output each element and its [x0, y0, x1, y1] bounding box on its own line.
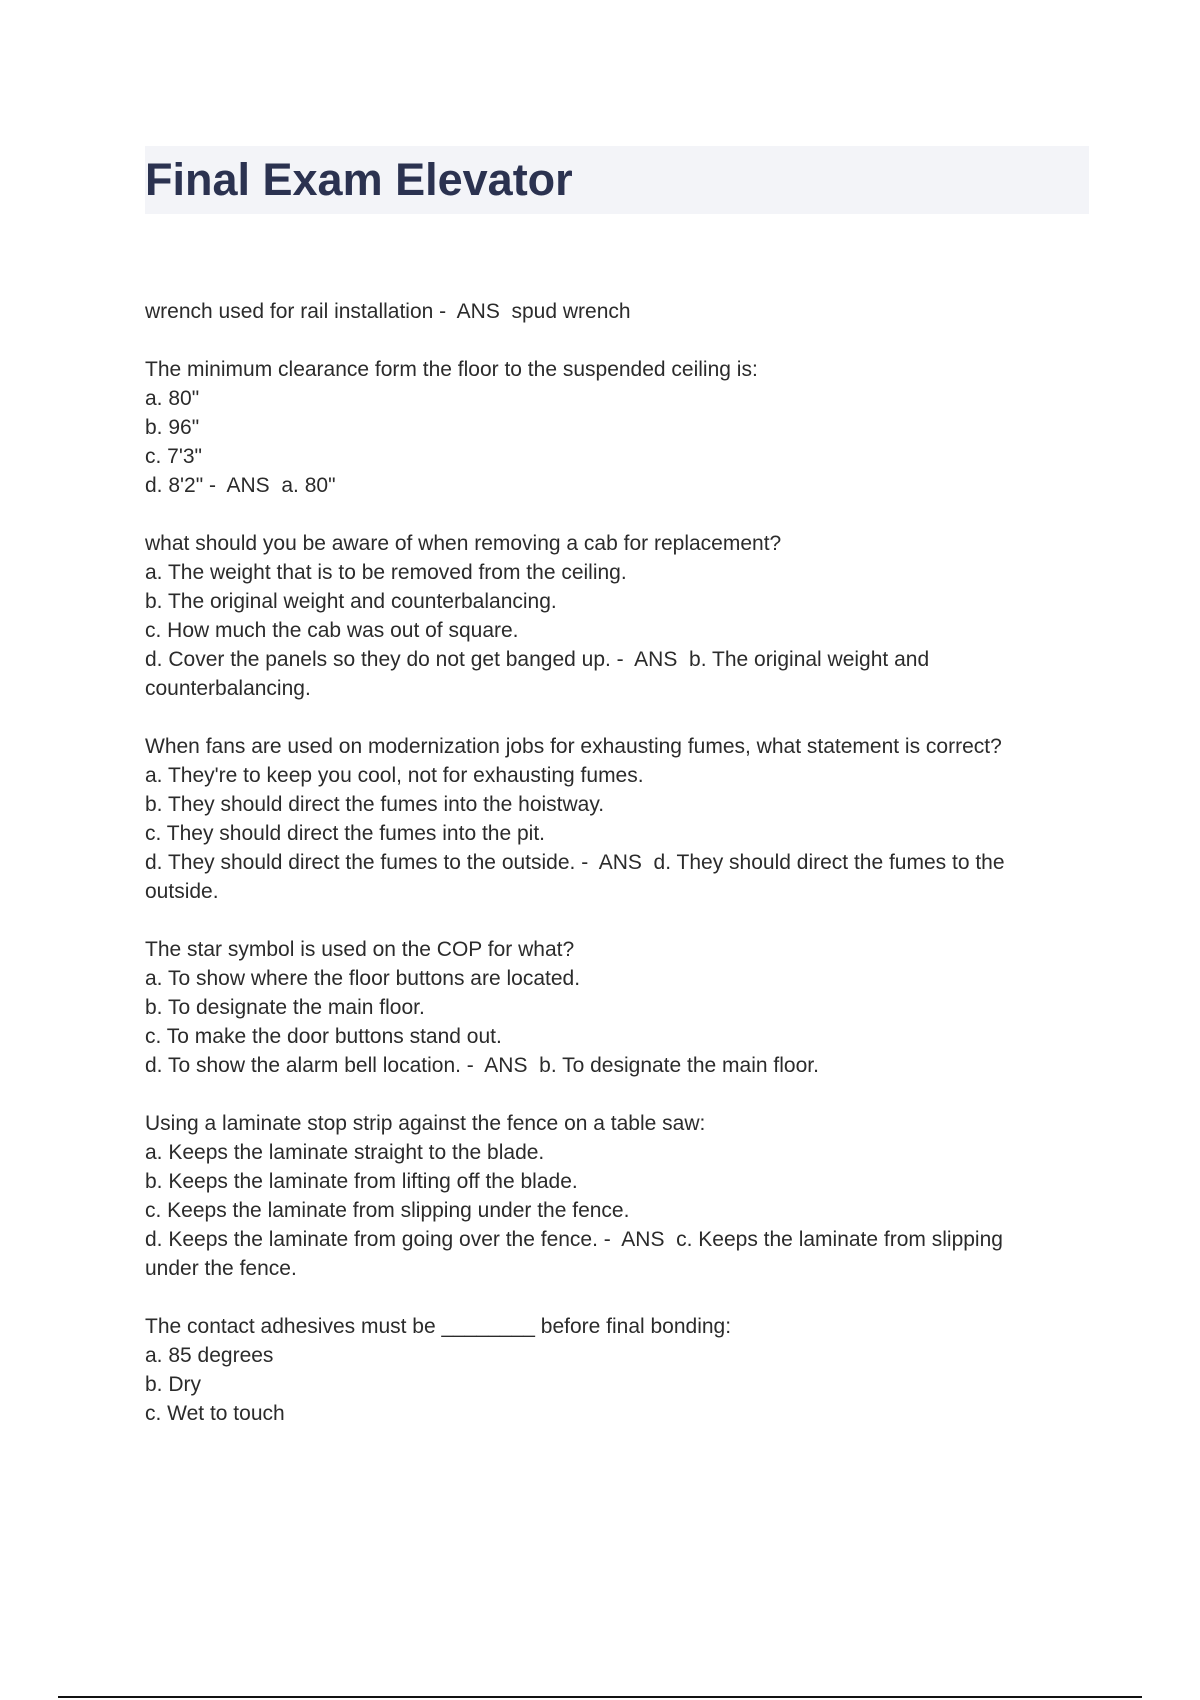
qa-item — [145, 732, 1085, 906]
question-text: Using a laminate stop strip against the fence on a table saw: — [145, 1112, 706, 1135]
answer-option: b. 96" — [145, 416, 200, 439]
page-title: Final Exam Elevator — [145, 154, 573, 205]
title-banner — [145, 146, 1089, 214]
qa-item — [145, 1109, 1085, 1283]
answer-option: c. 7'3" — [145, 445, 202, 468]
question-text: what should you be aware of when removing a cab for replacement? — [145, 532, 782, 555]
answer-option: c. Wet to touch — [145, 1402, 285, 1425]
question-text: The contact adhesives must be ________ before final bonding: — [145, 1315, 732, 1338]
qa-item — [145, 529, 1085, 703]
answer-option: d. Cover the panels so they do not get banged up. - ANS b. The original weight and — [145, 648, 930, 671]
question-text: When fans are used on modernization jobs for exhausting fumes, what statement is correct? — [145, 735, 1002, 758]
answer-option: d. Keeps the laminate from going over the fence. - ANS c. Keeps the laminate from slipping — [145, 1228, 1003, 1251]
text-line: wrench used for rail installation - ANS spud wrench — [145, 300, 631, 323]
answer-option: b. To designate the main floor. — [145, 996, 425, 1019]
answer-option: a. 85 degrees — [145, 1344, 274, 1367]
question-text: The minimum clearance form the floor to the suspended ceiling is: — [145, 358, 758, 381]
answer-option: c. How much the cab was out of square. — [145, 619, 519, 642]
qa-item — [145, 935, 1085, 1080]
answer-option: a. To show where the floor buttons are located. — [145, 967, 581, 990]
answer-option: a. They're to keep you cool, not for exhausting fumes. — [145, 764, 644, 787]
answer-option: c. Keeps the laminate from slipping under the fence. — [145, 1199, 630, 1222]
answer-option: a. Keeps the laminate straight to the blade. — [145, 1141, 545, 1164]
qa-item — [145, 297, 1085, 326]
answer-option: c. To make the door buttons stand out. — [145, 1025, 502, 1048]
answer-option: b. The original weight and counterbalancing. — [145, 590, 557, 613]
answer-continuation: outside. — [145, 880, 219, 903]
answer-option: a. 80" — [145, 387, 200, 410]
answer-continuation: counterbalancing. — [145, 677, 311, 700]
page-bottom-rule — [58, 1696, 1142, 1698]
answer-option: b. Keeps the laminate from lifting off the blade. — [145, 1170, 578, 1193]
qa-item — [145, 355, 1085, 500]
document-body — [145, 297, 1085, 1457]
qa-item — [145, 1312, 1085, 1428]
question-text: The star symbol is used on the COP for what? — [145, 938, 575, 961]
answer-option: a. The weight that is to be removed from the ceiling. — [145, 561, 627, 584]
answer-option: d. To show the alarm bell location. - ANS b. To designate the main floor. — [145, 1054, 819, 1077]
answer-option: b. They should direct the fumes into the hoistway. — [145, 793, 605, 816]
answer-option: d. 8'2" - ANS a. 80" — [145, 474, 336, 497]
answer-continuation: under the fence. — [145, 1257, 297, 1280]
answer-option: c. They should direct the fumes into the pit. — [145, 822, 545, 845]
answer-option: d. They should direct the fumes to the outside. - ANS d. They should direct the fumes to the — [145, 851, 1005, 874]
answer-option: b. Dry — [145, 1373, 202, 1396]
